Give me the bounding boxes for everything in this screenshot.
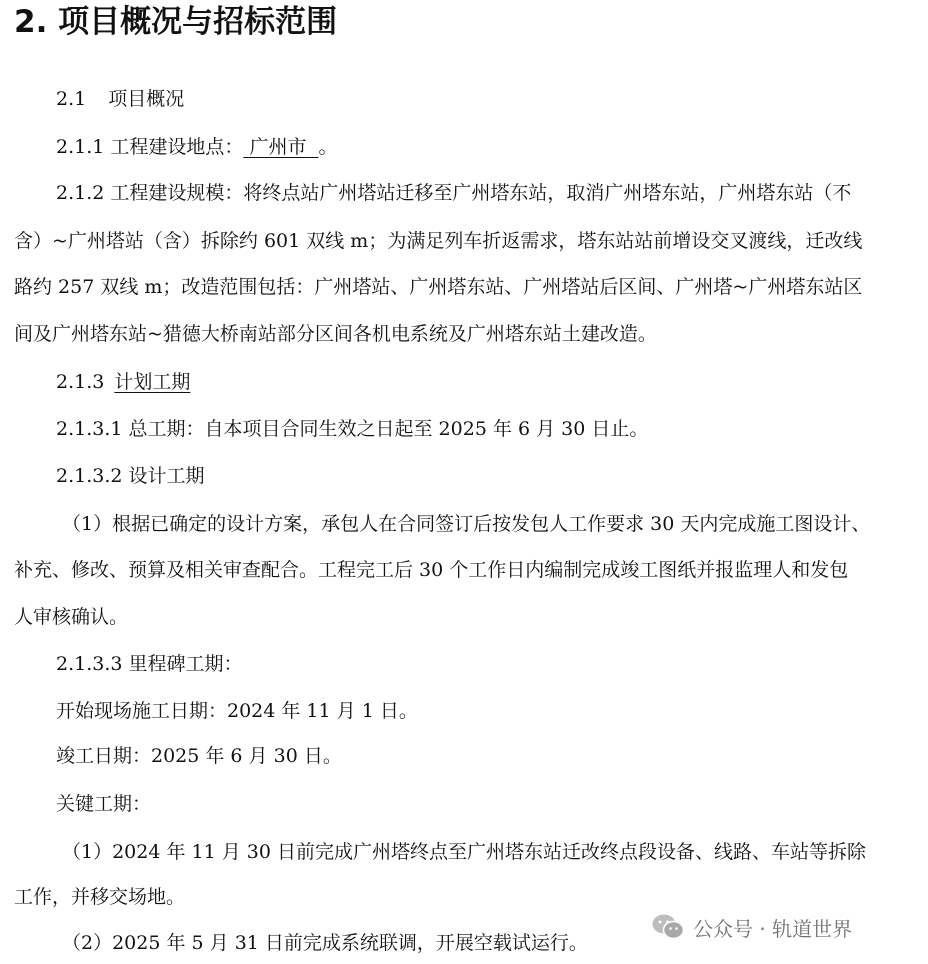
- subsection-2-1-3-2-title: 2.1.3.2 设计工期: [56, 465, 205, 487]
- paragraph-2-1-3-1: 2.1.3.1 总工期：自本项目合同生效之日起至 2025 年 6 月 30 日止。: [56, 418, 649, 440]
- section-heading: 2. 项目概况与招标范围: [14, 4, 338, 40]
- subsection-2-1: [56, 86, 184, 112]
- key-periods-title: 关键工期：: [56, 793, 152, 815]
- subsection-title: 计划工期: [114, 371, 191, 393]
- design-period-line: 补充、修改、预算及相关审查配合。工程完工后 30 个工作日内编制完成竣工图纸并报监理人和发包: [14, 559, 849, 581]
- start-date-line: 开始现场施工日期：2024 年 11 月 1 日。: [56, 700, 418, 722]
- watermark-text: 公众号 · 轨道世界: [693, 916, 853, 941]
- location-value: 广州市: [249, 136, 307, 158]
- design-period-line: 人审核确认。: [14, 606, 129, 628]
- key-period-item: （1）2024 年 11 月 30 日前完成广州塔终点至广州塔东站迁改终点段设备、线路、车站等拆除: [62, 841, 866, 863]
- subsection-title: 项目概况: [108, 88, 185, 110]
- subsection-number: 2.1: [56, 88, 87, 110]
- subsection-2-1-3: [56, 369, 190, 395]
- paragraph-2-1-1: [56, 134, 338, 160]
- subsection-number: 2.1.3: [56, 371, 105, 393]
- location-tail: 。: [318, 136, 338, 158]
- key-period-item: 工作，并移交场地。: [14, 886, 186, 908]
- finish-date-line: 竣工日期：2025 年 6 月 30 日。: [56, 745, 342, 767]
- location-label: 2.1.1 工程建设地点：: [56, 136, 244, 158]
- watermark: [651, 912, 852, 942]
- key-period-item: （2）2025 年 5 月 31 日前完成系统联调，开展空载试运行。: [62, 932, 588, 954]
- design-period-line: （1）根据已确定的设计方案，承包人在合同签订后按发包人工作要求 30 天内完成施工图设计、: [62, 513, 871, 535]
- wechat-icon: [651, 913, 685, 941]
- paragraph-2-1-2-line: 含）~广州塔站（含）拆除约 601 双线 m；为满足列车折返需求，塔东站站前增设交叉渡线，迁改线: [14, 230, 863, 252]
- paragraph-2-1-2-line: 2.1.2 工程建设规模：将终点站广州塔站迁移至广州塔东站，取消广州塔东站，广州塔东站（不: [56, 182, 852, 204]
- subsection-2-1-3-3-title: 2.1.3.3 里程碑工期：: [56, 653, 243, 675]
- paragraph-2-1-2-line: 路约 257 双线 m；改造范围包括：广州塔站、广州塔东站、广州塔站后区间、广州塔~广州塔东站区: [14, 276, 863, 298]
- paragraph-2-1-2-line: 间及广州塔东站~猎德大桥南站部分区间各机电系统及广州塔东站土建改造。: [14, 323, 657, 345]
